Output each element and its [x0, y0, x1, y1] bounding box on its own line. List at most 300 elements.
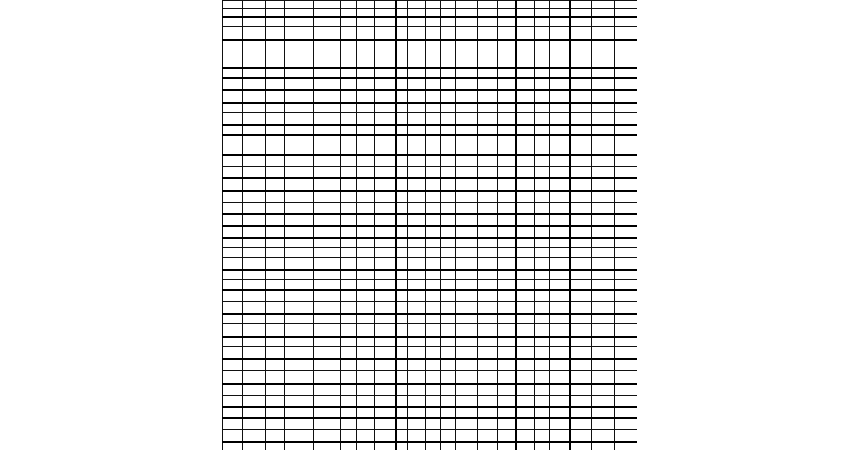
table-cell	[592, 280, 615, 290]
table-cell	[285, 396, 314, 407]
table-row	[223, 248, 638, 258]
table-cell	[243, 418, 266, 430]
table-cell	[516, 1, 535, 9]
table-cell	[357, 430, 375, 442]
table-cell	[456, 396, 478, 407]
table-cell	[478, 68, 498, 78]
table-cell	[375, 347, 396, 359]
table-cell	[223, 324, 243, 337]
table-cell	[516, 347, 535, 359]
table-cell	[478, 40, 498, 68]
table-cell	[535, 270, 550, 280]
table-cell	[243, 270, 266, 280]
table-cell	[550, 314, 570, 324]
table-cell	[570, 135, 592, 155]
table-cell	[615, 40, 638, 68]
table-cell	[516, 270, 535, 280]
table-cell	[243, 113, 266, 125]
table-cell	[266, 290, 285, 302]
table-cell	[426, 442, 441, 450]
table-cell	[285, 191, 314, 203]
table-cell	[498, 396, 516, 407]
table-cell	[570, 167, 592, 178]
table-cell	[223, 248, 243, 258]
table-cell	[357, 226, 375, 238]
table-cell	[341, 371, 357, 384]
table-cell	[570, 280, 592, 290]
table-cell	[314, 178, 341, 191]
table-cell	[570, 324, 592, 337]
table-cell	[266, 238, 285, 248]
table-cell	[408, 430, 426, 442]
table-cell	[498, 337, 516, 347]
table-cell	[592, 178, 615, 191]
table-cell	[285, 407, 314, 418]
table-cell	[535, 418, 550, 430]
table-cell	[375, 371, 396, 384]
table-cell	[456, 248, 478, 258]
table-row	[223, 270, 638, 280]
table-cell	[375, 290, 396, 302]
table-cell	[314, 17, 341, 27]
table-cell	[615, 155, 638, 167]
table-cell	[357, 68, 375, 78]
table-cell	[456, 407, 478, 418]
table-cell	[570, 302, 592, 314]
table-cell	[615, 324, 638, 337]
table-cell	[341, 203, 357, 214]
table-cell	[456, 214, 478, 226]
table-cell	[498, 359, 516, 371]
table-cell	[243, 347, 266, 359]
table-cell	[285, 135, 314, 155]
table-cell	[357, 314, 375, 324]
table-row	[223, 371, 638, 384]
table-cell	[341, 280, 357, 290]
table-cell	[408, 371, 426, 384]
table-cell	[441, 359, 456, 371]
table-cell	[314, 302, 341, 314]
table-cell	[243, 302, 266, 314]
table-cell	[314, 270, 341, 280]
table-cell	[478, 384, 498, 396]
table-cell	[266, 337, 285, 347]
table-cell	[498, 302, 516, 314]
table-cell	[426, 191, 441, 203]
table-cell	[266, 203, 285, 214]
table-cell	[375, 359, 396, 371]
table-cell	[357, 337, 375, 347]
table-cell	[535, 396, 550, 407]
table-cell	[550, 226, 570, 238]
table-cell	[375, 40, 396, 68]
table-cell	[498, 135, 516, 155]
table-cell	[456, 178, 478, 191]
table-cell	[478, 248, 498, 258]
table-cell	[243, 135, 266, 155]
table-cell	[498, 314, 516, 324]
table-cell	[498, 430, 516, 442]
table-cell	[441, 113, 456, 125]
table-cell	[243, 203, 266, 214]
table-cell	[357, 155, 375, 167]
table-cell	[408, 178, 426, 191]
table-cell	[570, 248, 592, 258]
table-cell	[478, 337, 498, 347]
table-cell	[243, 40, 266, 68]
table-cell	[535, 347, 550, 359]
table-cell	[535, 214, 550, 226]
table-cell	[285, 314, 314, 324]
table-cell	[570, 418, 592, 430]
table-cell	[375, 396, 396, 407]
table-cell	[341, 78, 357, 90]
table-cell	[535, 314, 550, 324]
table-cell	[478, 113, 498, 125]
table-cell	[285, 27, 314, 40]
table-cell	[243, 214, 266, 226]
table-cell	[426, 135, 441, 155]
table-cell	[478, 270, 498, 280]
table-cell	[441, 178, 456, 191]
table-cell	[550, 78, 570, 90]
table-cell	[357, 191, 375, 203]
table-cell	[441, 135, 456, 155]
table-cell	[266, 347, 285, 359]
table-cell	[266, 442, 285, 450]
table-cell	[498, 40, 516, 68]
table-cell	[375, 337, 396, 347]
table-cell	[426, 430, 441, 442]
table-cell	[285, 347, 314, 359]
table-cell	[441, 125, 456, 135]
table-cell	[266, 135, 285, 155]
table-cell	[396, 68, 408, 78]
table-cell	[396, 178, 408, 191]
table-cell	[426, 1, 441, 9]
table-cell	[357, 203, 375, 214]
table-cell	[314, 407, 341, 418]
table-cell	[396, 1, 408, 9]
table-cell	[266, 248, 285, 258]
table-cell	[535, 302, 550, 314]
table-cell	[408, 337, 426, 347]
table-cell	[441, 167, 456, 178]
table-cell	[535, 113, 550, 125]
table-cell	[550, 203, 570, 214]
table-cell	[498, 203, 516, 214]
table-row	[223, 226, 638, 238]
table-cell	[550, 290, 570, 302]
table-cell	[456, 135, 478, 155]
table-cell	[314, 337, 341, 347]
table-cell	[570, 214, 592, 226]
table-cell	[516, 9, 535, 17]
table-cell	[266, 125, 285, 135]
table-cell	[615, 78, 638, 90]
table-cell	[535, 226, 550, 238]
table-cell	[408, 1, 426, 9]
table-cell	[498, 9, 516, 17]
table-cell	[426, 258, 441, 270]
table-cell	[456, 203, 478, 214]
table-cell	[456, 113, 478, 125]
table-cell	[357, 359, 375, 371]
table-row	[223, 442, 638, 450]
table-row	[223, 68, 638, 78]
table-cell	[550, 167, 570, 178]
table-cell	[357, 302, 375, 314]
table-cell	[341, 27, 357, 40]
table-cell	[266, 214, 285, 226]
table-cell	[592, 214, 615, 226]
table-cell	[615, 430, 638, 442]
table-cell	[456, 125, 478, 135]
table-row	[223, 359, 638, 371]
table-row	[223, 430, 638, 442]
table-row	[223, 178, 638, 191]
table-cell	[223, 68, 243, 78]
table-cell	[498, 1, 516, 9]
table-cell	[456, 258, 478, 270]
table-cell	[592, 396, 615, 407]
table-cell	[592, 430, 615, 442]
table-cell	[266, 396, 285, 407]
table-cell	[615, 290, 638, 302]
table-cell	[223, 337, 243, 347]
table-cell	[408, 103, 426, 113]
table-cell	[592, 371, 615, 384]
table-cell	[357, 347, 375, 359]
table-cell	[426, 407, 441, 418]
table-cell	[285, 270, 314, 280]
table-cell	[498, 191, 516, 203]
table-cell	[570, 68, 592, 78]
table-cell	[550, 17, 570, 27]
table-cell	[285, 280, 314, 290]
table-row	[223, 347, 638, 359]
table-cell	[592, 238, 615, 248]
table-row	[223, 9, 638, 17]
table-cell	[535, 40, 550, 68]
table-cell	[266, 371, 285, 384]
table-cell	[408, 113, 426, 125]
table-cell	[570, 90, 592, 103]
table-cell	[498, 324, 516, 337]
table-cell	[285, 371, 314, 384]
table-cell	[498, 155, 516, 167]
table-cell	[408, 214, 426, 226]
table-cell	[314, 280, 341, 290]
table-row	[223, 17, 638, 27]
table-cell	[516, 27, 535, 40]
table-cell	[592, 226, 615, 238]
table-cell	[535, 178, 550, 191]
table-cell	[535, 9, 550, 17]
table-cell	[426, 280, 441, 290]
ruled-table-page	[222, 0, 637, 450]
table-cell	[550, 90, 570, 103]
table-cell	[498, 167, 516, 178]
table-cell	[408, 302, 426, 314]
table-cell	[456, 384, 478, 396]
table-cell	[396, 430, 408, 442]
table-cell	[266, 258, 285, 270]
table-cell	[498, 226, 516, 238]
table-cell	[375, 430, 396, 442]
table-cell	[341, 167, 357, 178]
table-cell	[408, 280, 426, 290]
table-cell	[535, 135, 550, 155]
table-cell	[535, 68, 550, 78]
table-cell	[550, 418, 570, 430]
table-row	[223, 125, 638, 135]
table-cell	[341, 68, 357, 78]
table-cell	[592, 418, 615, 430]
table-cell	[426, 178, 441, 191]
table-cell	[570, 371, 592, 384]
table-cell	[266, 270, 285, 280]
table-cell	[243, 324, 266, 337]
table-cell	[266, 78, 285, 90]
table-cell	[266, 430, 285, 442]
table-cell	[592, 384, 615, 396]
table-cell	[266, 90, 285, 103]
table-cell	[314, 135, 341, 155]
table-cell	[357, 103, 375, 113]
table-cell	[441, 302, 456, 314]
table-cell	[535, 238, 550, 248]
table-cell	[408, 155, 426, 167]
table-cell	[396, 248, 408, 258]
table-cell	[408, 359, 426, 371]
table-cell	[243, 178, 266, 191]
table-cell	[408, 270, 426, 280]
table-cell	[314, 359, 341, 371]
table-cell	[441, 191, 456, 203]
table-cell	[535, 290, 550, 302]
table-cell	[426, 359, 441, 371]
table-cell	[285, 302, 314, 314]
table-cell	[396, 113, 408, 125]
table-cell	[456, 191, 478, 203]
table-cell	[285, 442, 314, 450]
table-cell	[478, 314, 498, 324]
table-cell	[426, 214, 441, 226]
table-cell	[223, 113, 243, 125]
table-cell	[396, 125, 408, 135]
table-cell	[408, 191, 426, 203]
table-cell	[341, 430, 357, 442]
table-cell	[266, 324, 285, 337]
table-cell	[615, 314, 638, 324]
table-row	[223, 407, 638, 418]
table-cell	[456, 90, 478, 103]
table-cell	[408, 238, 426, 248]
table-cell	[478, 90, 498, 103]
table-cell	[341, 90, 357, 103]
table-cell	[408, 407, 426, 418]
table-cell	[592, 1, 615, 9]
table-cell	[375, 27, 396, 40]
table-cell	[266, 17, 285, 27]
table-cell	[592, 203, 615, 214]
table-cell	[375, 418, 396, 430]
table-cell	[535, 1, 550, 9]
table-cell	[426, 167, 441, 178]
table-cell	[478, 167, 498, 178]
table-cell	[570, 430, 592, 442]
table-cell	[375, 155, 396, 167]
table-cell	[441, 27, 456, 40]
table-cell	[516, 155, 535, 167]
table-cell	[266, 280, 285, 290]
table-cell	[223, 9, 243, 17]
table-cell	[408, 90, 426, 103]
table-cell	[441, 270, 456, 280]
table-cell	[426, 203, 441, 214]
table-cell	[592, 40, 615, 68]
table-cell	[396, 40, 408, 68]
table-cell	[223, 396, 243, 407]
table-cell	[243, 27, 266, 40]
table-cell	[223, 191, 243, 203]
table-cell	[478, 396, 498, 407]
table-cell	[550, 214, 570, 226]
table-cell	[357, 248, 375, 258]
table-cell	[285, 90, 314, 103]
table-cell	[223, 359, 243, 371]
table-cell	[570, 238, 592, 248]
table-cell	[357, 442, 375, 450]
table-cell	[375, 203, 396, 214]
table-cell	[441, 203, 456, 214]
table-cell	[223, 238, 243, 248]
table-cell	[357, 135, 375, 155]
table-cell	[498, 371, 516, 384]
table-cell	[357, 90, 375, 103]
table-cell	[550, 191, 570, 203]
table-cell	[592, 359, 615, 371]
table-cell	[456, 9, 478, 17]
table-cell	[516, 178, 535, 191]
table-cell	[408, 135, 426, 155]
table-cell	[570, 125, 592, 135]
table-cell	[516, 78, 535, 90]
table-cell	[570, 384, 592, 396]
table-cell	[592, 337, 615, 347]
table-cell	[570, 407, 592, 418]
table-cell	[592, 324, 615, 337]
table-cell	[426, 238, 441, 248]
table-cell	[408, 68, 426, 78]
table-cell	[441, 347, 456, 359]
table-cell	[341, 1, 357, 9]
table-cell	[426, 290, 441, 302]
table-cell	[615, 418, 638, 430]
table-cell	[498, 418, 516, 430]
table-cell	[396, 270, 408, 280]
table-cell	[341, 314, 357, 324]
table-cell	[408, 384, 426, 396]
table-cell	[408, 290, 426, 302]
table-row	[223, 90, 638, 103]
table-cell	[357, 9, 375, 17]
table-cell	[375, 125, 396, 135]
table-cell	[615, 347, 638, 359]
table-cell	[357, 290, 375, 302]
table-cell	[223, 40, 243, 68]
